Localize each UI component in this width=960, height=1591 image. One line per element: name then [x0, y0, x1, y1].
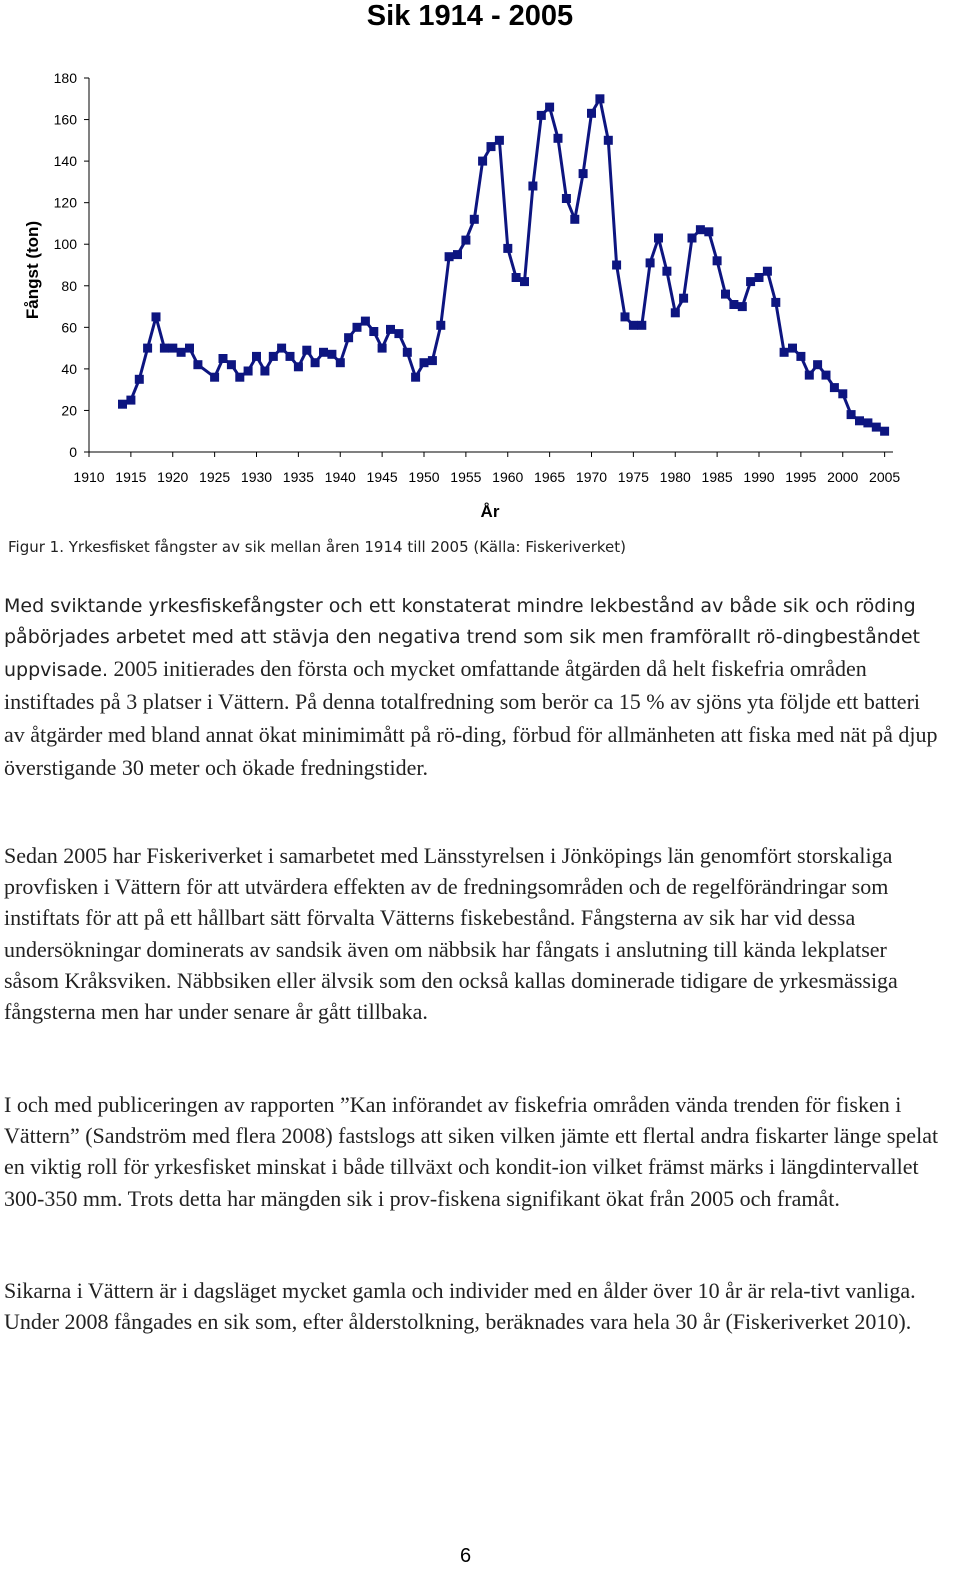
data-point [713, 256, 722, 265]
data-point [344, 333, 353, 342]
data-point [478, 157, 487, 166]
y-tick-label: 20 [61, 402, 77, 419]
data-point [604, 136, 613, 145]
data-point [637, 321, 646, 330]
x-tick-label: 1975 [617, 469, 649, 485]
data-point [277, 344, 286, 353]
x-tick-label: 1940 [324, 469, 356, 485]
data-point [612, 261, 621, 270]
data-point [143, 344, 152, 353]
data-point [562, 194, 571, 203]
data-point [420, 358, 429, 367]
data-point [621, 312, 630, 321]
x-tick-label: 1935 [282, 469, 314, 485]
x-tick-label: 1950 [408, 469, 440, 485]
data-point [453, 250, 462, 259]
data-point [403, 348, 412, 357]
x-tick-label: 2000 [827, 469, 859, 485]
data-point [721, 290, 730, 299]
data-point [780, 348, 789, 357]
data-point [353, 323, 362, 332]
data-point [729, 300, 738, 309]
data-point [411, 373, 420, 382]
y-tick-label: 100 [53, 236, 77, 253]
data-point [838, 389, 847, 398]
data-point [311, 358, 320, 367]
paragraph-2: Sedan 2005 har Fiskeriverket i samarbetet med Länsstyrelsen i Jönköpings län genomfört storskaliga provfisken i Vättern för att utvärdera effekten av de fredningsområden och de regelförändringar som instiftats för att på ett hållbart sätt förvalta Vätterns fiskebestånd. Fångsterna av sik har vid dessa undersökningar dominerats av sandsik även om näbbsik har fångats i anslutning till kända lekplatser såsom Kråksviken. Näbbsiken eller älvsik som den också kallas dominerade tidigare de yrkesmässiga fångsterna men har under senare år gått tillbaka. [4, 843, 898, 1025]
data-point [520, 277, 529, 286]
data-point [252, 352, 261, 361]
chart-title: Sik 1914 - 2005 [366, 0, 574, 32]
x-tick-label: 2005 [869, 469, 901, 485]
data-point [654, 234, 663, 243]
data-point [512, 273, 521, 282]
paragraph-1-part-b: 2005 initierades den första och mycket omfattande åtgärden då helt fiskefria områden instiftades på 3 platser i Vättern. [4, 656, 867, 714]
ticks-group [54, 70, 901, 485]
y-tick-label: 180 [53, 70, 77, 86]
data-point [855, 416, 864, 425]
data-point [286, 352, 295, 361]
data-point [336, 358, 345, 367]
y-tick-label: 160 [53, 111, 77, 128]
x-tick-label: 1930 [240, 469, 273, 485]
data-point [830, 383, 839, 392]
x-tick-label: 1955 [450, 469, 482, 485]
data-point [696, 225, 705, 234]
data-point [662, 267, 671, 276]
data-point [688, 234, 697, 243]
data-point [470, 215, 479, 224]
data-point [704, 227, 713, 236]
x-tick-label: 1960 [492, 469, 524, 485]
x-axis-label: År [480, 502, 500, 521]
x-tick-label: 1995 [785, 469, 817, 485]
paragraph-3: I och med publiceringen av rapporten ”Kan införandet av fiskefria områden vända trenden för fisken i Vättern” (Sandström med flera 2008) fastslogs att siken vilken jämte ett flertal andra fiskarter länge spelat en viktig roll för yrkesfisket minskat i både tillväxt och kondit-ion vilket främst märks i längdintervallet 300-350 mm. Trots detta har mängden sik i prov-fiskena signifikant ökat från 2005 och framåt. [4, 1092, 939, 1211]
data-point [369, 327, 378, 336]
data-point [260, 367, 269, 376]
y-axis-label: Fångst (ton) [23, 220, 42, 320]
data-point [185, 344, 194, 353]
data-point [244, 367, 253, 376]
y-tick-label: 120 [53, 194, 77, 211]
data-point [177, 348, 186, 357]
data-point [193, 360, 202, 369]
x-tick-label: 1915 [115, 469, 147, 485]
data-point [235, 373, 244, 382]
data-point [294, 362, 303, 371]
data-point [579, 169, 588, 178]
y-tick-label: 140 [53, 153, 77, 170]
data-point [805, 371, 814, 380]
data-point [570, 215, 579, 224]
data-point [394, 329, 403, 338]
data-point [755, 273, 764, 282]
y-tick-label: 40 [61, 360, 77, 377]
data-point [428, 356, 437, 365]
data-point [847, 410, 856, 419]
data-point [152, 312, 161, 321]
chart-plot [0, 60, 960, 530]
data-point [646, 258, 655, 267]
data-point [863, 418, 872, 427]
x-tick-label: 1990 [743, 469, 775, 485]
data-point [788, 344, 797, 353]
data-point [796, 352, 805, 361]
data-point [595, 94, 604, 103]
data-point [872, 423, 881, 432]
data-point [361, 317, 370, 326]
x-tick-label: 1985 [701, 469, 733, 485]
data-point [738, 302, 747, 311]
x-tick-label: 1965 [534, 469, 566, 485]
data-point [302, 346, 311, 355]
data-point [822, 371, 831, 380]
data-point [227, 360, 236, 369]
data-point [629, 321, 638, 330]
data-point [528, 182, 537, 191]
paragraph-1-part-a: Med sviktande yrkesfiskefångster och ett konstaterat mindre lekbestånd av både sik och röding påbörjades arbetet med att stävja den negativa trend som sik men framförallt rö-dingbeståndet uppvisade. [4, 595, 921, 681]
data-point [319, 348, 328, 357]
data-point [210, 373, 219, 382]
x-tick-label: 1980 [659, 469, 691, 485]
data-point [587, 109, 596, 118]
data-point [269, 352, 278, 361]
paragraph-1 [4, 591, 939, 785]
y-tick-label: 80 [61, 277, 77, 294]
data-point [135, 375, 144, 384]
data-point [880, 427, 889, 436]
axes-group [89, 78, 893, 452]
page-number: 6 [460, 1545, 472, 1567]
data-point [436, 321, 445, 330]
data-point [126, 396, 135, 405]
data-point [118, 400, 127, 409]
y-tick-label: 60 [61, 319, 77, 336]
data-point [813, 360, 822, 369]
x-tick-label: 1970 [575, 469, 608, 485]
data-point [679, 294, 688, 303]
data-point [487, 142, 496, 151]
y-tick-label: 0 [69, 444, 77, 460]
data-point [671, 308, 680, 317]
x-tick-label: 1925 [199, 469, 231, 485]
data-point [495, 136, 504, 145]
data-point [219, 354, 228, 363]
data-point [537, 111, 546, 120]
paragraph-1-part-c: På denna totalfredning som berör ca 15 % av sjöns yta följde ett batteri av åtgärder med bland annat ökat minimimått på rö-ding, förbud för allmänheten att fiska med nät på djup överstigande 30 meter och ökade fredningstider. [4, 689, 938, 780]
data-point [545, 103, 554, 112]
figure-caption: Figur 1. Yrkesfisket fångster av sik mellan åren 1914 till 2005 (Källa: Fiskeriverket) [8, 538, 626, 556]
data-point [771, 298, 780, 307]
data-point [168, 344, 177, 353]
data-point [378, 344, 387, 353]
data-point [461, 236, 470, 245]
data-point [386, 325, 395, 334]
data-point [763, 267, 772, 276]
paragraph-4: Sikarna i Vättern är i dagsläget mycket gamla och individer med en ålder över 10 år är rela-tivt vanliga. Under 2008 fångades en sik som, efter ålderstolkning, beräknades vara hela 30 år (Fiskeriverket 2010). [4, 1278, 916, 1335]
data-point [554, 134, 563, 143]
data-point [746, 277, 755, 286]
data-point [327, 350, 336, 359]
data-point [160, 344, 169, 353]
data-point [503, 244, 512, 253]
x-tick-label: 1910 [73, 469, 105, 485]
x-tick-label: 1920 [157, 469, 189, 485]
x-tick-label: 1945 [366, 469, 398, 485]
data-point [445, 252, 454, 261]
series-group [118, 94, 889, 435]
